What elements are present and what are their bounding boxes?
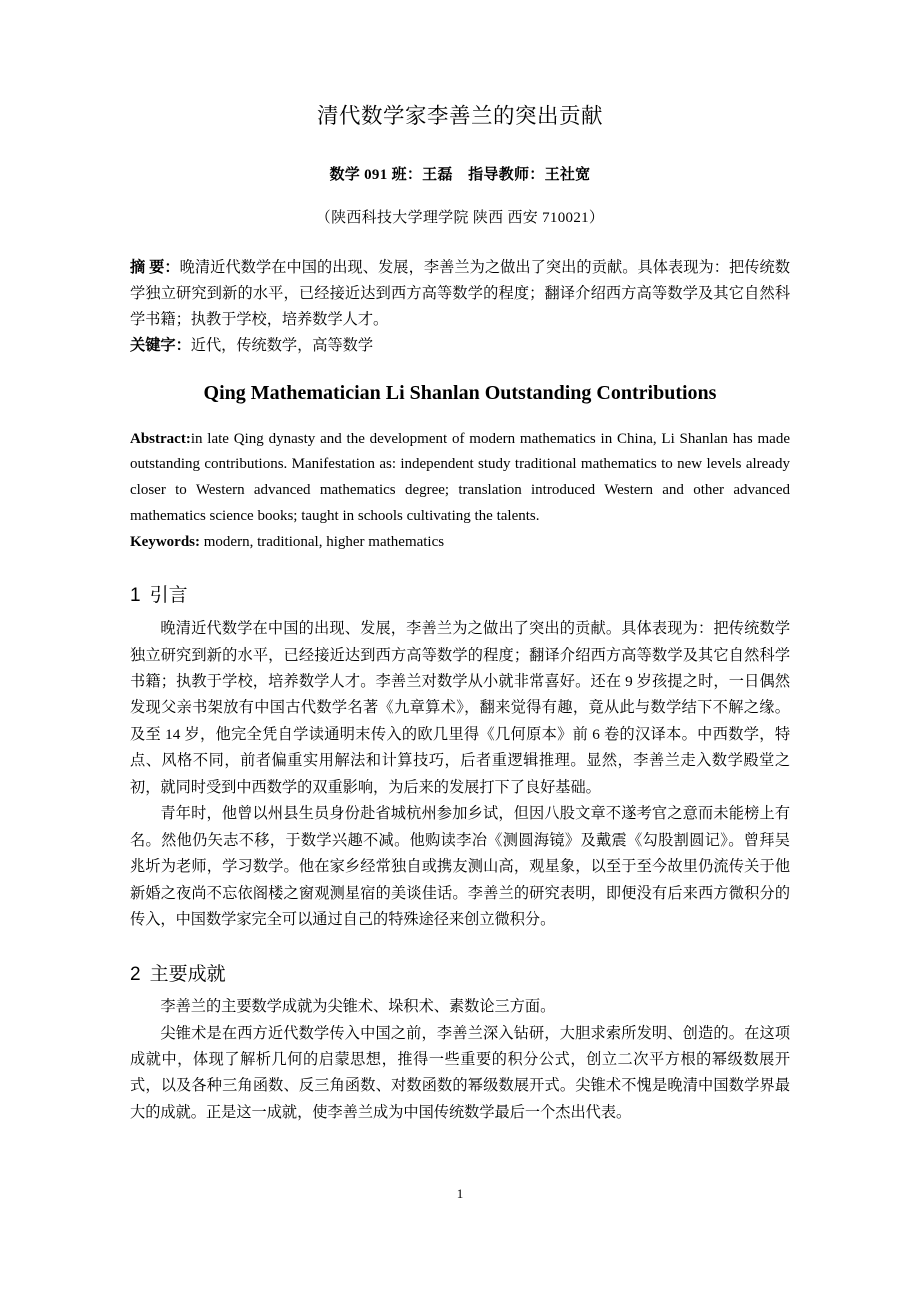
section-1-paragraph-2: 青年时，他曾以州县生员身份赴省城杭州参加乡试，但因八股文章不遂考官之意而未能榜上有名。然他仍矢志不移，于数学兴趣不减。他购读李冶《测圆海镜》及戴震《勾股割圆记》。曾拜吴兆圻为老师，学习数学。他在家乡经常独自或携友测山高，观星象，以至于至今故里仍流传关于他新婚之夜尚不忘依阁楼之窗观测星宿的美谈佳话。李善兰的研究表明，即便没有后来西方微积分的传入，中国数学家完全可以通过自己的特殊途径来创立微积分。	[130, 805, 790, 929]
page-title: 清代数学家李善兰的突出贡献	[316, 104, 603, 128]
authors-line: 数学 091 班：王磊 指导教师：王社宽	[329, 166, 591, 183]
chinese-keywords-label: 关键字：	[130, 337, 191, 355]
section-heading-2	[130, 962, 790, 989]
section-2-paragraph-1: 李善兰的主要数学成就为尖锥术、垛积术、素数论三方面。	[160, 998, 556, 1016]
section-title-2: 主要成就	[149, 963, 226, 985]
page-content	[130, 0, 790, 1126]
english-abstract-text: in late Qing dynasty and the development of modern mathematics in China, Li Shanlan has made outstanding contributions. Manifestation as: independent study traditional mathematics to new levels already closer to Western advanced mathematics degree; translation introduced Western and other advanced mathematics science books; taught in schools cultivating the talents.	[130, 430, 790, 524]
english-keywords-label: Keywords:	[130, 533, 200, 550]
english-title: Qing Mathematician Li Shanlan Outstanding Contributions	[203, 381, 717, 404]
chinese-abstract-text: 晚清近代数学在中国的出现、发展，李善兰为之做出了突出的贡献。具体表现为：把传统数学独立研究到新的水平，已经接近达到西方高等数学的程度；翻译介绍西方高等数学及其它自然科学书籍；执教于学校，培养数学人才。	[130, 258, 791, 329]
section-1-paragraph-1: 晚清近代数学在中国的出现、发展，李善兰为之做出了突出的贡献。具体表现为：把传统数学独立研究到新的水平，已经接近达到西方高等数学的程度；翻译介绍西方高等数学及其它自然科学书籍；执教于学校，培养数学人才。李善兰对数学从小就非常喜好。还在 9 岁孩提之时，一日偶然发现父亲书架放有中国古代数学名著《九章算术》，翻来觉得有趣，竟从此与数学结下不解之缘。及至 14 岁，他完全凭自学读通明末传入的欧几里得《几何原本》前 6 卷的汉译本。中西数学，特点、风格不同，前者偏重实用解法和计算技巧，后者重逻辑推理。显然，李善兰走入数学殿堂之初，就同时受到中西数学的双重影响，为后来的发展打下了良好基础。	[130, 620, 790, 796]
section-2-paragraph-2: 尖锥术是在西方近代数学传入中国之前，李善兰深入钻研，大胆求索所发明、创造的。在这项成就中，体现了解析几何的启蒙思想，推得一些重要的积分公式，创立二次平方根的幂级数展开式，以及各种三角函数、反三角函数、对数函数的幂级数展开式。尖锥术不愧是晚清中国数学界最大的成就。正是这一成就，使李善兰成为中国传统数学最后一个杰出代表。	[130, 1024, 790, 1121]
section-title-1: 引言	[149, 585, 188, 607]
section-number-2: 2	[130, 963, 141, 985]
section-number-1: 1	[130, 585, 141, 607]
chinese-keywords	[130, 333, 790, 359]
chinese-keywords-text: 近代，传统数学，高等数学	[190, 337, 373, 355]
english-abstract-label: Abstract:	[130, 430, 191, 447]
chinese-abstract-label: 摘 要：	[130, 258, 180, 276]
affiliation-line: （陕西科技大学理学院 陕西 西安 710021）	[315, 209, 605, 226]
page-number: 1	[456, 1186, 464, 1201]
chinese-abstract	[130, 255, 790, 333]
section-heading-1	[130, 583, 790, 610]
english-keywords-text: modern, traditional, higher mathematics	[200, 533, 445, 550]
english-abstract	[130, 427, 790, 530]
english-keywords	[130, 530, 790, 556]
